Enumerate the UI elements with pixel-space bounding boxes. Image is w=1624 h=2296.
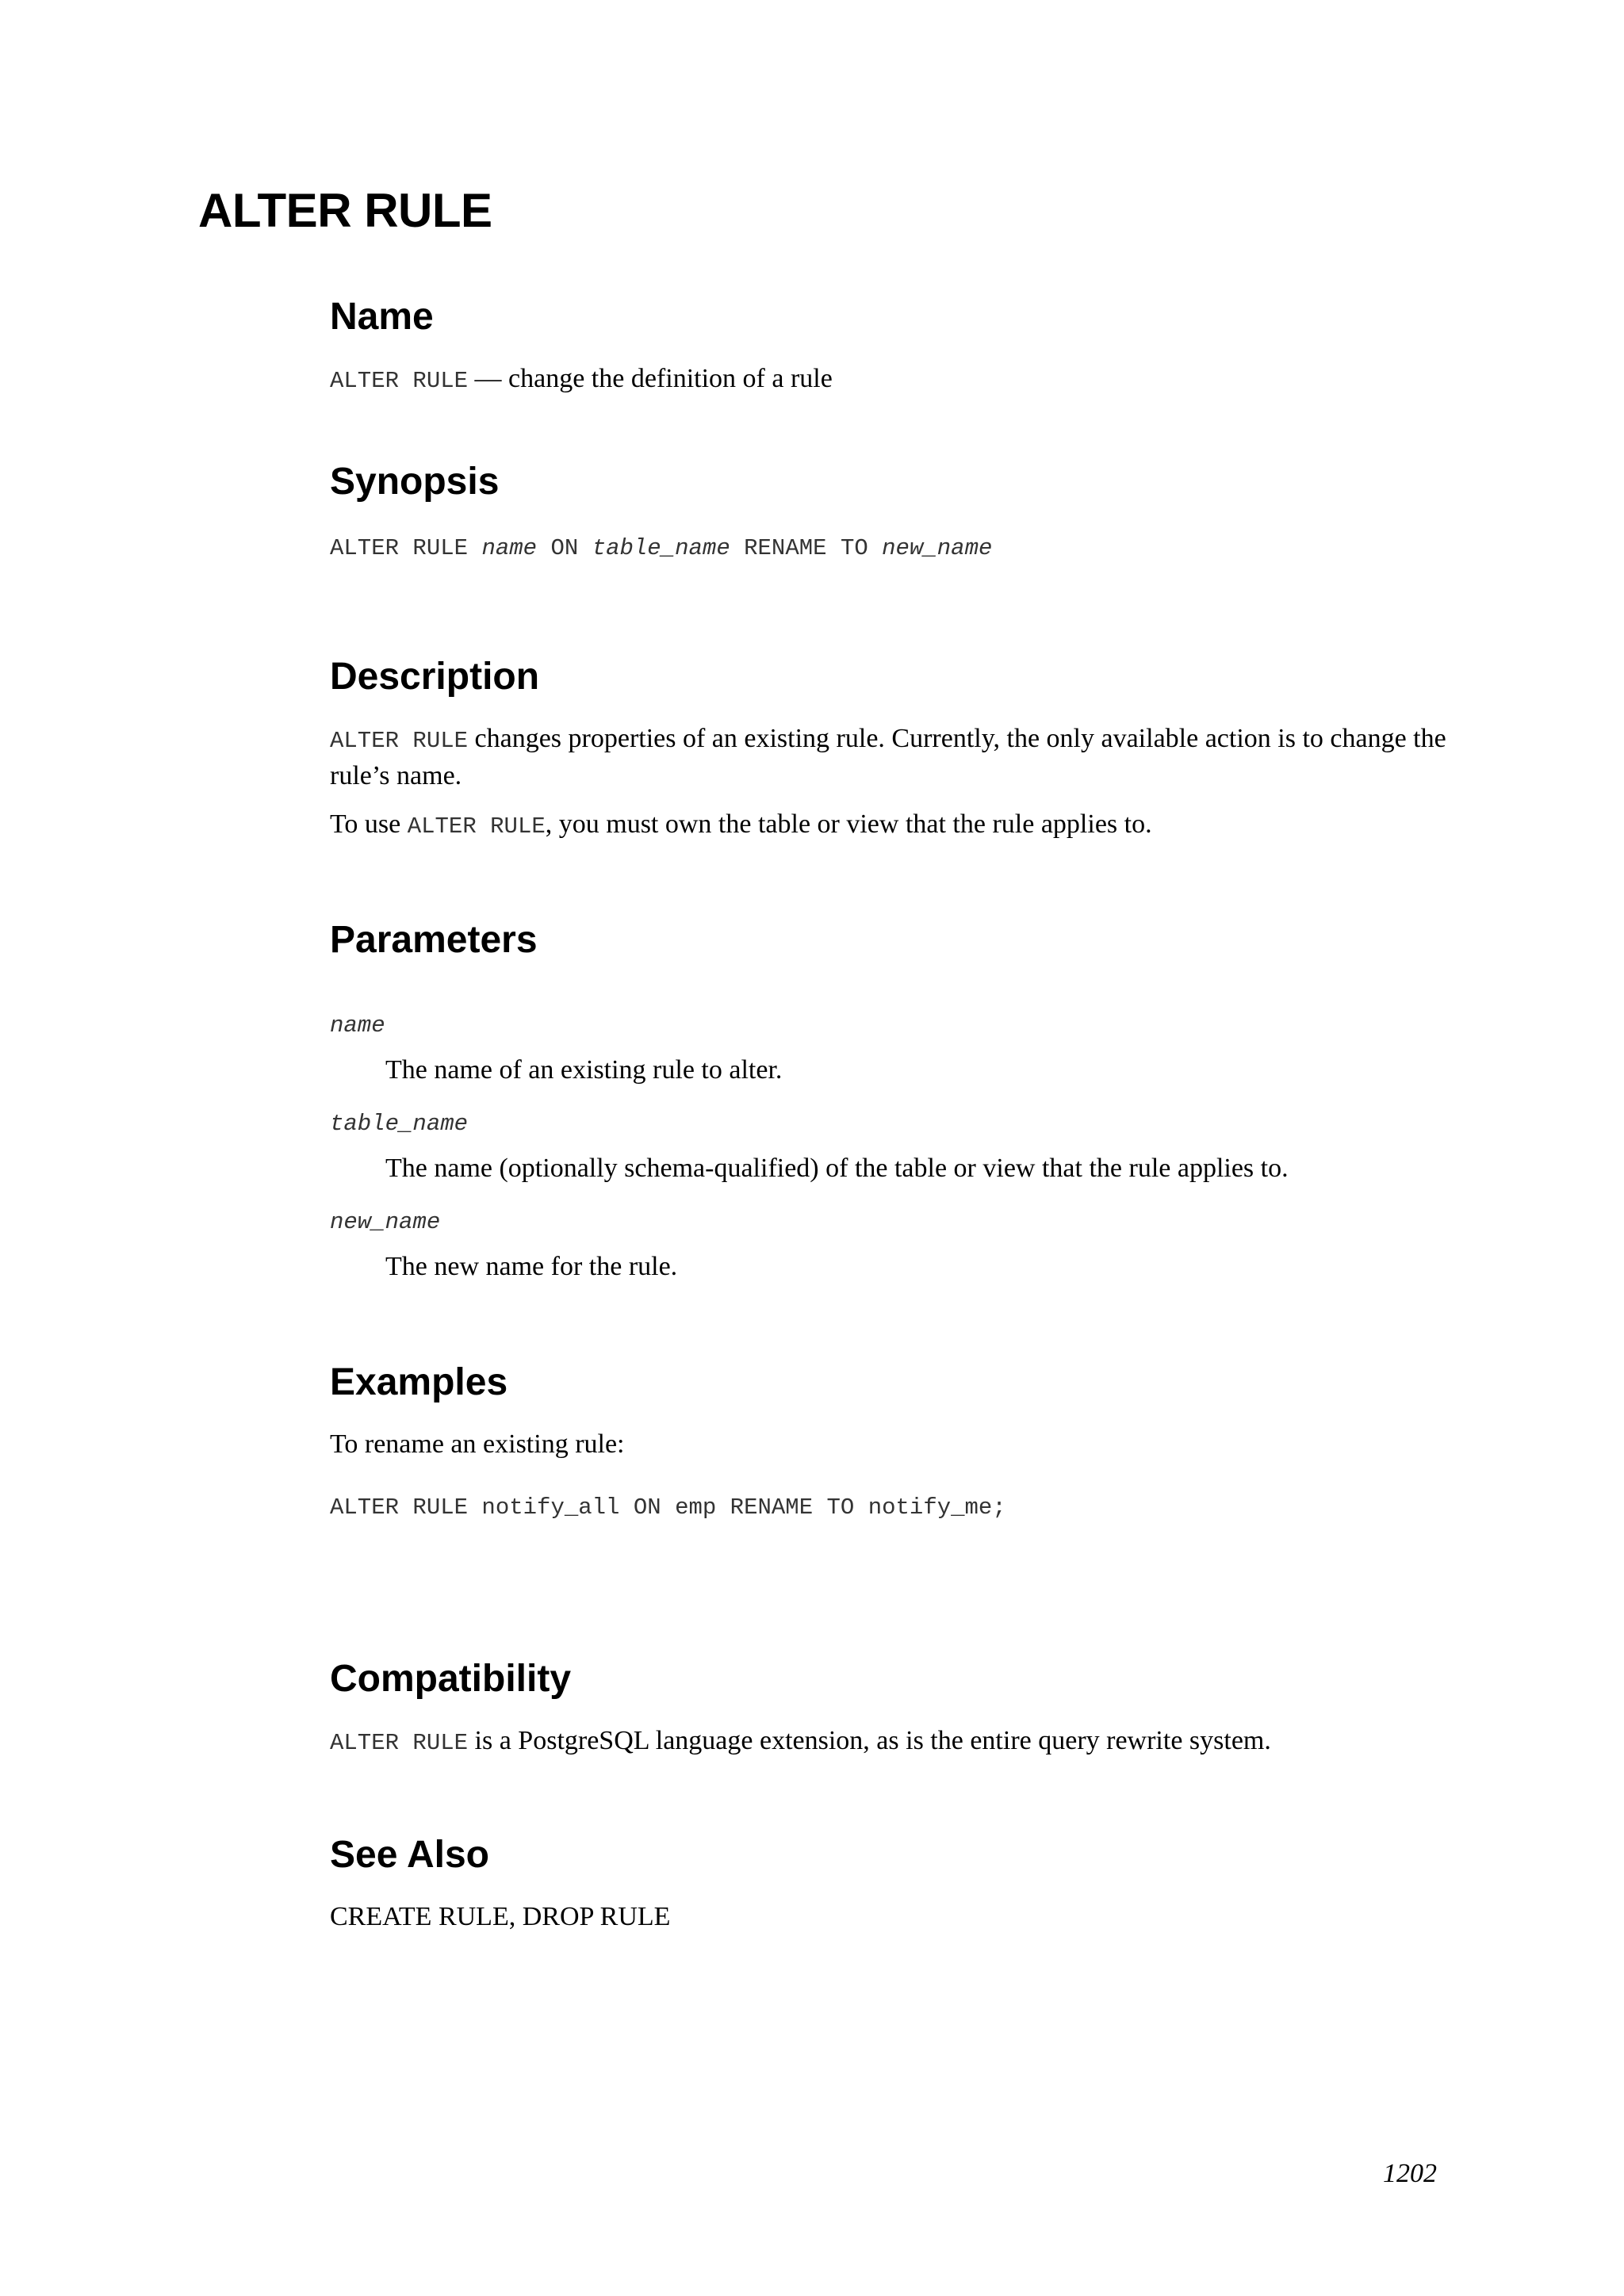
synopsis-part: ON	[537, 535, 592, 561]
parameters-heading: Parameters	[330, 919, 538, 961]
name-summary-text: — change the definition of a rule	[468, 364, 833, 393]
synopsis-param-table-name: table_name	[592, 535, 730, 561]
compatibility-description: is a PostgreSQL language extension, as is the entire query rewrite system.	[468, 1726, 1271, 1755]
description-paragraph-2	[330, 807, 1152, 844]
name-heading: Name	[330, 296, 434, 338]
parameter-term-name: name	[330, 1012, 385, 1039]
parameter-term-table-name: table_name	[330, 1111, 469, 1137]
synopsis-param-name: name	[481, 535, 538, 561]
compatibility-command: ALTER RULE	[330, 1730, 469, 1756]
description-heading: Description	[330, 656, 540, 698]
compatibility-text	[330, 1724, 1271, 1761]
examples-code: ALTER RULE notify_all ON emp RENAME TO notify_me;	[330, 1494, 1006, 1521]
parameter-definition: The name of an existing rule to alter.	[385, 1055, 783, 1085]
description-lead: To use	[330, 809, 408, 839]
parameter-term-new-name: new_name	[330, 1209, 441, 1235]
description-text: , you must own the table or view that the rule applies to.	[545, 809, 1152, 839]
synopsis-code	[330, 531, 992, 566]
parameter-term	[330, 1008, 385, 1043]
see-also-heading: See Also	[330, 1834, 489, 1876]
page-title: ALTER RULE	[198, 184, 492, 237]
description-paragraph-1	[330, 721, 1448, 794]
synopsis-part: ALTER RULE	[330, 535, 482, 561]
parameter-definition: The new name for the rule.	[385, 1252, 678, 1281]
see-also-links[interactable]: CREATE RULE, DROP RULE	[330, 1902, 671, 1931]
examples-heading: Examples	[330, 1361, 508, 1403]
examples-intro: To rename an existing rule:	[330, 1429, 625, 1459]
name-summary	[330, 362, 833, 399]
parameter-term	[330, 1107, 468, 1142]
parameter-term	[330, 1205, 440, 1240]
synopsis-part: RENAME TO	[730, 535, 883, 561]
page-number: 1202	[1383, 2159, 1437, 2188]
description-text: changes properties of an existing rule. Currently, the only available action is to change the rule’s name.	[330, 724, 1446, 790]
name-command: ALTER RULE	[330, 368, 469, 394]
description-command: ALTER RULE	[407, 813, 546, 840]
parameter-definition: The name (optionally schema-qualified) of the table or view that the rule applies to.	[385, 1154, 1289, 1183]
description-command: ALTER RULE	[330, 728, 469, 754]
synopsis-param-new-name: new_name	[882, 535, 993, 561]
compatibility-heading: Compatibility	[330, 1658, 572, 1700]
synopsis-heading: Synopsis	[330, 461, 500, 503]
